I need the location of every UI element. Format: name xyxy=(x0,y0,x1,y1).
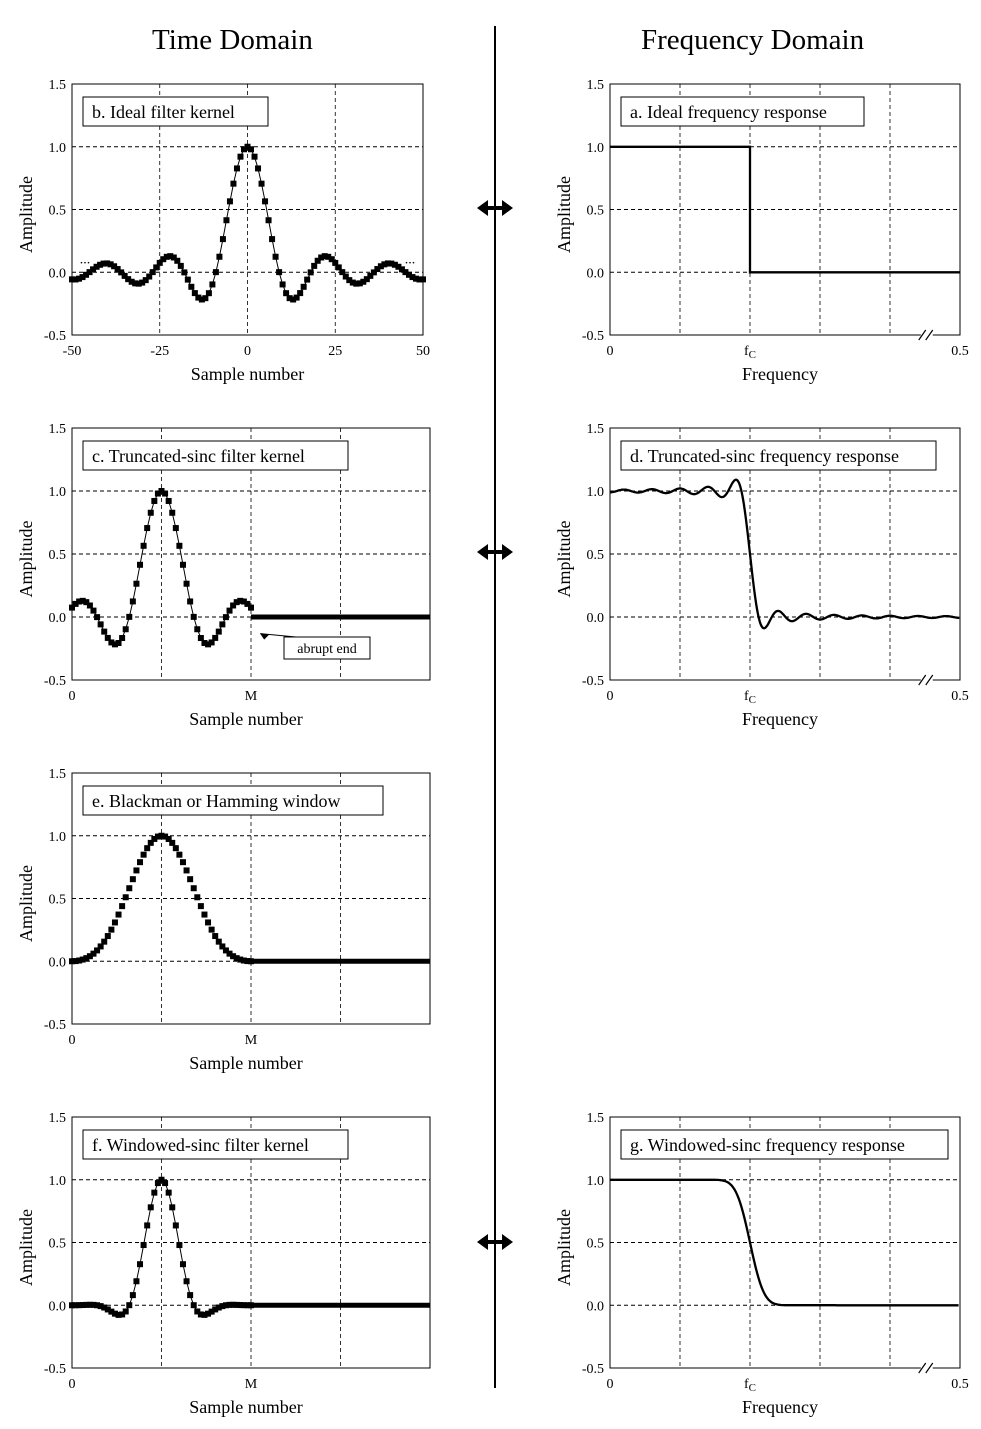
data-point xyxy=(137,562,143,568)
data-point xyxy=(212,635,218,641)
data-point xyxy=(181,269,187,275)
data-point xyxy=(169,840,175,846)
data-point xyxy=(248,605,254,611)
y-tick-label: 0.5 xyxy=(586,548,604,563)
data-point xyxy=(209,927,215,933)
y-tick-label: 0.0 xyxy=(48,1299,66,1315)
data-point xyxy=(123,1308,129,1314)
y-tick-label: 1.0 xyxy=(48,829,66,845)
chart-f xyxy=(16,1111,430,1417)
data-point xyxy=(148,510,154,516)
y-tick-label: -0.5 xyxy=(43,329,66,344)
y-axis-label: Amplitude xyxy=(16,520,36,598)
data-point xyxy=(420,276,426,282)
data-point xyxy=(119,903,125,909)
data-point xyxy=(173,845,179,851)
data-point xyxy=(234,165,240,171)
x-tick-label: $f_C$ xyxy=(743,344,757,361)
transform-pair-arrow xyxy=(477,1234,513,1250)
data-point xyxy=(194,626,200,632)
data-point xyxy=(301,284,307,290)
y-tick-label: 0.0 xyxy=(586,1299,604,1315)
chart-c xyxy=(16,422,430,729)
data-point xyxy=(230,181,236,187)
x-tick-label: 0 xyxy=(68,1377,76,1392)
data-point xyxy=(90,608,96,614)
y-tick-label: 0.0 xyxy=(48,266,66,282)
data-point xyxy=(174,258,180,264)
data-point xyxy=(308,269,314,275)
y-tick-label: 1.5 xyxy=(48,422,66,437)
data-point xyxy=(123,626,129,632)
data-point xyxy=(119,635,125,641)
data-point xyxy=(185,277,191,283)
x-axis-label: Frequency xyxy=(742,709,818,729)
data-point xyxy=(184,581,190,587)
x-tick-label: 50 xyxy=(416,344,430,359)
data-point xyxy=(187,598,193,604)
chart-g xyxy=(554,1111,969,1417)
x-axis-label: Sample number xyxy=(189,1397,303,1417)
x-tick-label: 0.5 xyxy=(951,1377,969,1392)
y-tick-label: -0.5 xyxy=(43,1018,66,1033)
x-tick-label: -25 xyxy=(150,344,170,359)
data-point xyxy=(220,236,226,242)
data-point xyxy=(162,1180,168,1186)
chart-a xyxy=(554,78,969,384)
x-tick-label: 0.5 xyxy=(951,689,969,704)
data-point xyxy=(184,867,190,873)
data-point xyxy=(191,1302,197,1308)
data-point xyxy=(130,598,136,604)
x-tick-label: 0 xyxy=(606,689,614,704)
chart-title: e. Blackman or Hamming window xyxy=(92,791,341,811)
x-tick-label: 0 xyxy=(244,344,251,359)
data-point xyxy=(209,281,215,287)
data-point xyxy=(94,614,100,620)
y-axis-label: Amplitude xyxy=(16,865,36,942)
x-tick-label: 0 xyxy=(68,1033,76,1048)
data-point xyxy=(141,543,147,549)
data-point xyxy=(176,543,182,549)
data-point xyxy=(178,263,184,269)
data-point xyxy=(162,491,168,497)
data-point xyxy=(223,614,229,620)
y-axis-label: Amplitude xyxy=(16,1209,36,1286)
data-point xyxy=(227,608,233,614)
arrowhead-right xyxy=(502,200,513,216)
data-point xyxy=(280,281,286,287)
data-point xyxy=(205,919,211,925)
data-point xyxy=(237,154,243,160)
data-point xyxy=(219,621,225,627)
data-point xyxy=(105,933,111,939)
data-point xyxy=(123,894,129,900)
data-point xyxy=(180,1261,186,1267)
data-point xyxy=(166,498,172,504)
y-tick-label: 1.5 xyxy=(48,78,66,93)
data-point xyxy=(141,1242,147,1248)
data-point xyxy=(173,525,179,531)
data-point xyxy=(227,198,233,204)
x-tick-label: M xyxy=(244,689,258,704)
y-tick-label: 0.5 xyxy=(48,203,66,219)
data-point xyxy=(176,852,182,858)
y-tick-label: 1.5 xyxy=(586,1111,604,1126)
chart-e xyxy=(16,767,430,1073)
y-tick-label: 0.0 xyxy=(586,611,604,626)
data-point xyxy=(259,181,265,187)
y-tick-label: 0.5 xyxy=(48,1236,66,1252)
data-point xyxy=(304,277,310,283)
data-point xyxy=(144,525,150,531)
y-tick-label: 1.0 xyxy=(48,485,66,500)
y-tick-label: 1.5 xyxy=(48,1111,66,1126)
data-point xyxy=(184,1278,190,1284)
x-tick-label: $f_C$ xyxy=(743,1377,757,1394)
x-axis-label: Frequency xyxy=(742,364,818,384)
annotation-arrowhead xyxy=(260,634,269,640)
y-tick-label: -0.5 xyxy=(43,674,66,689)
data-point xyxy=(169,1204,175,1210)
data-point xyxy=(262,198,268,204)
x-axis-label: Frequency xyxy=(742,1397,818,1417)
data-point xyxy=(273,254,279,260)
data-point xyxy=(216,254,222,260)
data-point xyxy=(187,876,193,882)
data-point xyxy=(108,927,114,933)
ellipsis-right: ... xyxy=(404,252,416,268)
x-tick-label: $f_C$ xyxy=(743,689,757,706)
data-point xyxy=(216,629,222,635)
data-point xyxy=(188,284,194,290)
annotation-text: abrupt end xyxy=(297,642,357,657)
data-point xyxy=(223,217,229,223)
data-point xyxy=(137,859,143,865)
y-axis-label: Amplitude xyxy=(16,176,36,253)
data-point xyxy=(133,867,139,873)
x-tick-label: 25 xyxy=(328,344,343,359)
data-point xyxy=(151,498,157,504)
x-axis-label: Sample number xyxy=(189,1053,303,1073)
data-point xyxy=(212,933,218,939)
y-tick-label: 0.0 xyxy=(586,266,604,282)
chart-title: c. Truncated-sinc filter kernel xyxy=(92,446,305,466)
y-tick-label: 0.5 xyxy=(586,203,604,219)
y-tick-label: -0.5 xyxy=(43,1362,66,1377)
data-point xyxy=(87,602,93,608)
data-point xyxy=(276,269,282,275)
transform-pair-arrow xyxy=(477,544,513,560)
y-axis-label: Amplitude xyxy=(554,520,574,598)
data-point xyxy=(206,290,212,296)
data-point xyxy=(130,876,136,882)
data-point xyxy=(180,859,186,865)
ellipsis-left: ... xyxy=(79,252,91,268)
data-point xyxy=(187,1292,193,1298)
y-axis-label: Amplitude xyxy=(554,1209,574,1286)
data-point xyxy=(98,621,104,627)
x-tick-label: 0 xyxy=(606,1377,614,1392)
data-point xyxy=(169,510,175,516)
data-point xyxy=(137,1261,143,1267)
transform-pair-arrow xyxy=(477,200,513,216)
data-point xyxy=(269,236,275,242)
x-tick-label: 0 xyxy=(606,344,614,359)
data-point xyxy=(255,165,261,171)
x-axis-label: Sample number xyxy=(189,709,303,729)
data-point xyxy=(191,885,197,891)
data-point xyxy=(101,939,107,945)
chart-title: b. Ideal filter kernel xyxy=(92,102,235,122)
y-tick-label: 0.5 xyxy=(48,892,66,908)
data-point xyxy=(130,1292,136,1298)
data-point xyxy=(126,885,132,891)
arrowhead-left xyxy=(477,544,488,560)
x-tick-label: -50 xyxy=(62,344,82,359)
frequency-domain-title: Frequency Domain xyxy=(641,24,865,56)
chart-title: d. Truncated-sinc frequency response xyxy=(630,446,899,466)
chart-title: f. Windowed-sinc filter kernel xyxy=(92,1135,309,1155)
arrowhead-left xyxy=(477,200,488,216)
data-point xyxy=(213,269,219,275)
data-point xyxy=(194,894,200,900)
y-tick-label: 0.0 xyxy=(48,955,66,971)
x-tick-label: M xyxy=(244,1377,258,1392)
data-point xyxy=(252,154,258,160)
data-point xyxy=(198,903,204,909)
y-tick-label: 0.5 xyxy=(48,548,66,563)
y-tick-label: 1.5 xyxy=(586,422,604,437)
data-point xyxy=(166,1190,172,1196)
y-tick-label: 1.0 xyxy=(586,140,604,156)
data-point xyxy=(151,1190,157,1196)
data-point xyxy=(133,1278,139,1284)
data-point xyxy=(266,217,272,223)
data-point xyxy=(173,1222,179,1228)
data-point xyxy=(311,263,317,269)
y-tick-label: 0.5 xyxy=(586,1236,604,1252)
data-point xyxy=(180,562,186,568)
data-point xyxy=(176,1242,182,1248)
arrowhead-left xyxy=(477,1234,488,1250)
data-point xyxy=(126,1302,132,1308)
arrowhead-right xyxy=(502,544,513,560)
y-tick-label: 0.0 xyxy=(48,611,66,626)
x-tick-label: 0 xyxy=(68,689,76,704)
y-tick-label: 1.5 xyxy=(48,767,66,782)
data-point xyxy=(112,919,118,925)
data-point xyxy=(141,852,147,858)
data-point xyxy=(101,629,107,635)
chart-title: g. Windowed-sinc frequency response xyxy=(630,1135,905,1155)
y-tick-label: 1.5 xyxy=(586,78,604,93)
y-axis-label: Amplitude xyxy=(554,176,574,253)
y-tick-label: -0.5 xyxy=(581,674,604,689)
x-tick-label: 0.5 xyxy=(951,344,969,359)
y-tick-label: -0.5 xyxy=(581,1362,604,1377)
data-point xyxy=(201,912,207,918)
y-tick-label: 1.0 xyxy=(586,485,604,500)
x-axis-label: Sample number xyxy=(190,364,305,384)
y-tick-label: 1.0 xyxy=(48,1173,66,1189)
data-point xyxy=(116,912,122,918)
data-point xyxy=(248,146,254,152)
chart-d xyxy=(554,422,969,729)
data-point xyxy=(191,614,197,620)
data-point xyxy=(144,1222,150,1228)
arrowhead-right xyxy=(502,1234,513,1250)
x-tick-label: M xyxy=(244,1033,258,1048)
data-point xyxy=(126,614,132,620)
y-tick-label: 1.0 xyxy=(586,1173,604,1189)
data-point xyxy=(148,1204,154,1210)
y-tick-label: -0.5 xyxy=(581,329,604,344)
chart-b xyxy=(16,78,430,384)
data-point xyxy=(144,845,150,851)
y-tick-label: 1.0 xyxy=(48,140,66,156)
time-domain-title: Time Domain xyxy=(152,24,313,56)
data-point xyxy=(133,581,139,587)
data-point xyxy=(297,290,303,296)
chart-title: a. Ideal frequency response xyxy=(630,102,827,122)
